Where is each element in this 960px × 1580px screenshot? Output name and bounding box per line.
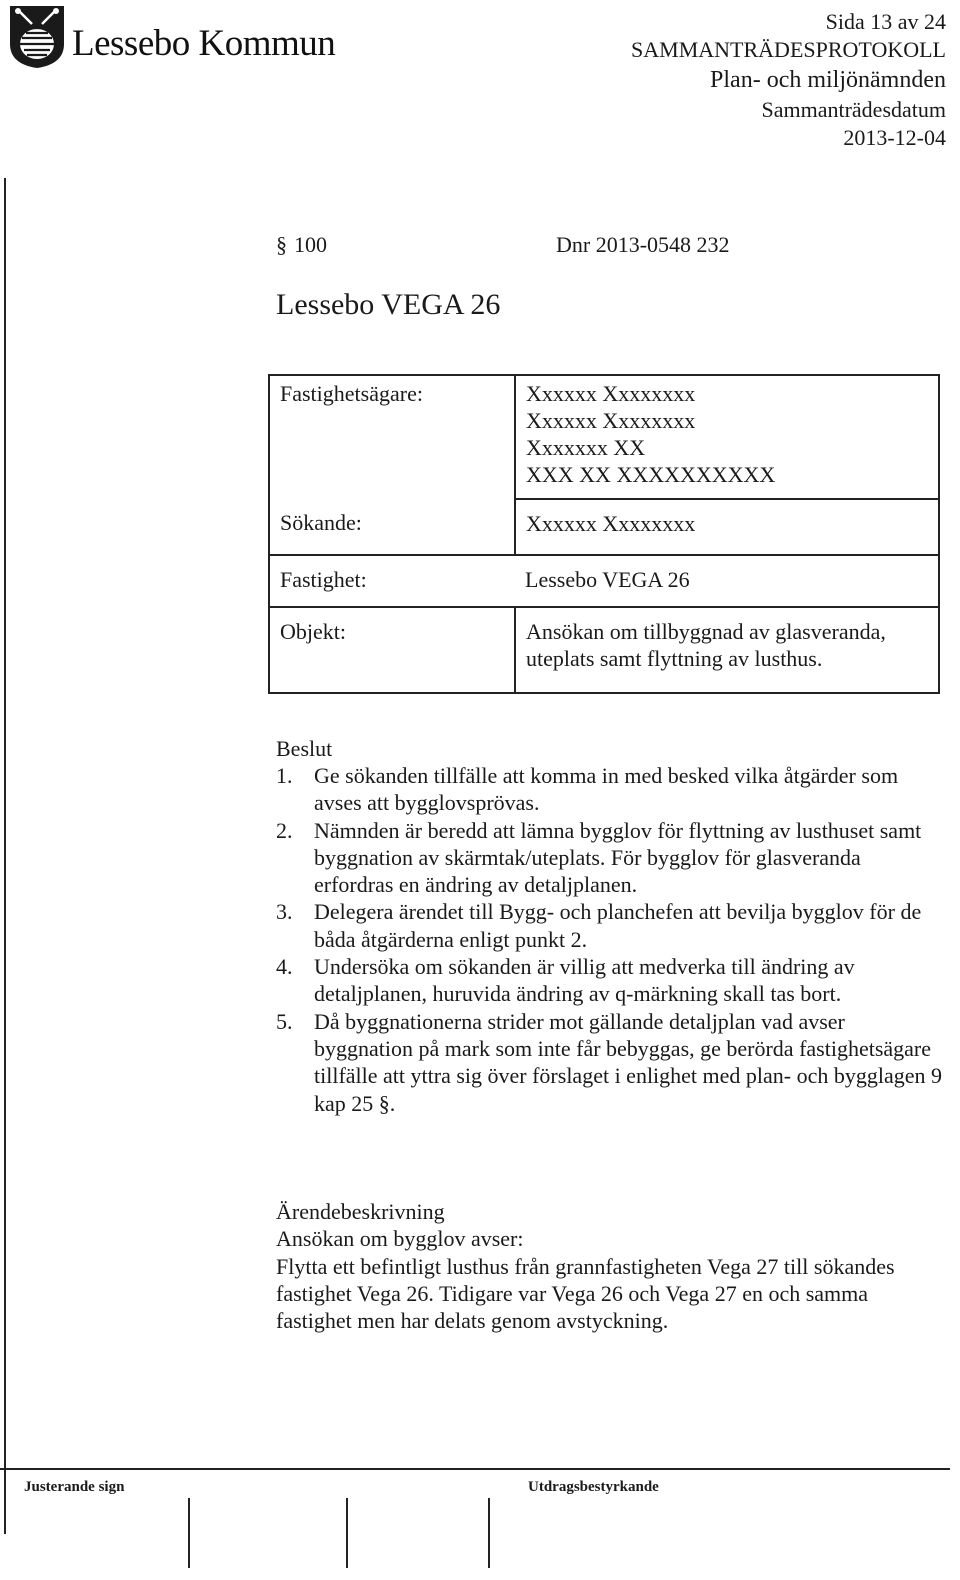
signature-divider <box>488 1498 490 1568</box>
object-line: Ansökan om tillbyggnad av glasveranda, <box>526 619 886 644</box>
case-description <box>276 1198 944 1334</box>
decision-item <box>276 898 944 953</box>
decision-text: Då byggnationerna strider mot gällande detaljplan vad avser byggnation på mark som inte får bebyggas, ge berörda fastighetsägare tillfälle att yttra sig över förslaget i enlighet med plan- och bygglagen 9 kap 25 §. <box>314 1008 943 1116</box>
diary-number: Dnr 2013-0548 232 <box>556 232 730 257</box>
case-info-table <box>268 374 940 694</box>
margin-rule <box>4 178 6 1534</box>
decision-text: Nämnden är beredd att lämna bygglov för flyttning av lusthuset samt byggnation av skärmtak/uteplats. För bygglov för glasveranda erfordras en ändring av detaljplanen. <box>314 817 922 898</box>
case-description-heading: Ärendebeskrivning <box>276 1199 445 1224</box>
applicant-label: Sökande: <box>269 499 515 555</box>
meeting-date-label: Sammanträdesdatum <box>761 97 946 122</box>
case-description-text: Flytta ett befintligt lusthus från grannfastigheten Vega 27 till sökandes fastighet Vega 26. Tidigare var Vega 26 och Vega 27 en och samma fastighet men har delats genom avstyckning. <box>276 1253 895 1334</box>
decision-item <box>276 817 944 899</box>
owner-line: Xxxxxx Xxxxxxxx <box>526 408 696 433</box>
logo-wordmark: Lessebo Kommun <box>72 23 336 64</box>
applicant-value: Xxxxxx Xxxxxxxx <box>515 499 939 555</box>
object-label: Objekt: <box>269 607 515 693</box>
decision-text: Undersöka om sökanden är villig att medverka till ändring av detaljplanen, huruvida ändring av q-märkning skall tas bort. <box>314 954 855 1007</box>
beehive-crest-icon <box>6 4 68 70</box>
municipality-logo <box>6 4 366 70</box>
decision-heading: Beslut <box>276 736 333 761</box>
owner-line: Xxxxxxx XX <box>526 435 646 460</box>
decision-text: Ge sökanden tillfälle att komma in med besked vilka åtgärder som avses att bygglovsprövas. <box>314 763 899 816</box>
decision-number: 3. <box>276 899 293 925</box>
justerande-sign-label: Justerande sign <box>24 1479 125 1495</box>
decision-number: 4. <box>276 954 293 980</box>
owner-line: XXX XX XXXXXXXXXX <box>526 462 776 487</box>
signature-divider <box>188 1498 190 1568</box>
object-line: uteplats samt flyttning av lusthus. <box>526 646 823 671</box>
decision-text: Delegera ärendet till Bygg- och planchefen att bevilja bygglov för de båda åtgärderna enligt punkt 2. <box>314 899 922 952</box>
committee-name: Plan- och miljönämnden <box>710 67 946 93</box>
decision-item <box>276 953 944 1008</box>
decision-item <box>276 1008 944 1117</box>
owner-value <box>515 375 939 499</box>
object-value <box>515 607 939 693</box>
decision-number: 1. <box>276 763 293 788</box>
property-row <box>269 555 939 607</box>
owner-row <box>269 375 939 499</box>
document-type: SAMMANTRÄDESPROTOKOLL <box>631 37 946 62</box>
property-label: Fastighet: <box>269 555 515 607</box>
decision-item <box>276 762 944 817</box>
decision-number: 5. <box>276 1008 293 1034</box>
property-value: Lessebo VEGA 26 <box>515 555 939 607</box>
object-row <box>269 607 939 693</box>
page-number: Sida 13 av 24 <box>825 9 946 34</box>
case-description-subheading: Ansökan om bygglov avser: <box>276 1226 524 1252</box>
case-title: Lessebo VEGA 26 <box>276 288 501 321</box>
decision-number: 2. <box>276 817 293 843</box>
decision-list <box>276 762 944 1117</box>
owner-line: Xxxxxx Xxxxxxxx <box>526 381 696 406</box>
paragraph-number: § 100 <box>276 232 327 257</box>
applicant-row <box>269 499 939 555</box>
section-sign-icon: § <box>276 232 287 257</box>
owner-label: Fastighetsägare: <box>269 375 515 499</box>
utdragsbestyrkande-label: Utdragsbestyrkande <box>528 1479 659 1495</box>
footer-rule <box>0 1468 950 1470</box>
signature-divider <box>346 1498 348 1568</box>
meeting-date: 2013-12-04 <box>843 125 946 150</box>
